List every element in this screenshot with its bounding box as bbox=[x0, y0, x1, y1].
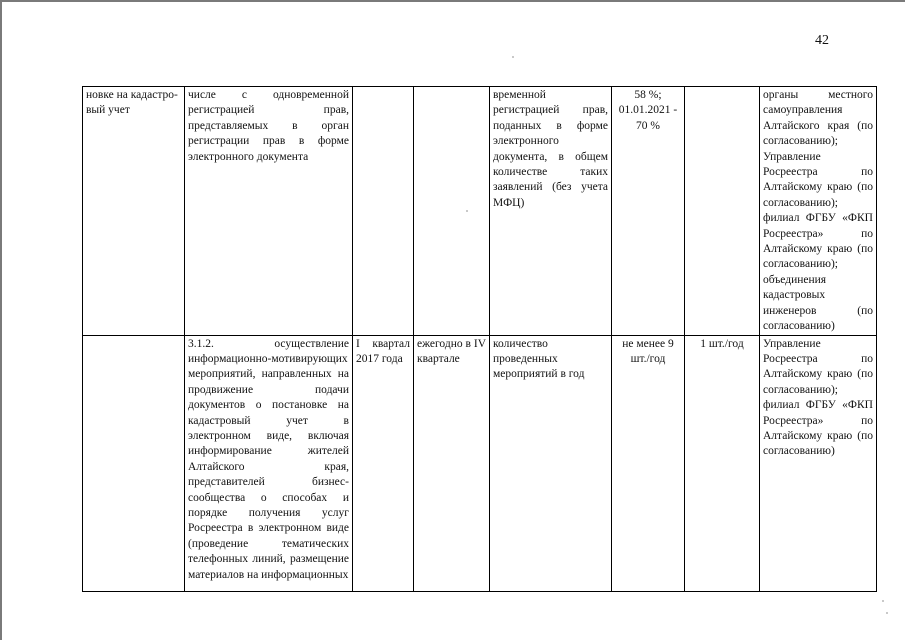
plan-table bbox=[82, 86, 877, 592]
table-row bbox=[83, 87, 877, 336]
scan-speck bbox=[886, 612, 888, 614]
cell-current-value bbox=[685, 87, 760, 336]
cell-target-value: 58 %; 01.01.2021 - 70 % bbox=[612, 87, 685, 336]
cell-indicator: временной регистрацией прав, поданных в форме электронного документа, в общем количестве таких заявлений (без учета МФЦ) bbox=[490, 87, 612, 336]
cell-start-date bbox=[353, 87, 414, 336]
cell-start-date: I квартал 2017 года bbox=[353, 335, 414, 591]
scan-speck bbox=[466, 210, 468, 212]
cell-event-name bbox=[83, 335, 185, 591]
cell-target-value: не менее 9 шт./год bbox=[612, 335, 685, 591]
cell-current-value: 1 шт./год bbox=[685, 335, 760, 591]
cell-end-date: ежегодно в IV квартале bbox=[414, 335, 490, 591]
cell-indicator: количество проведенных мероприятий в год bbox=[490, 335, 612, 591]
cell-measure: числе с одновременной регистрацией прав, представляемых в орган регистрации прав в форме электронного документа bbox=[185, 87, 353, 336]
scan-edge-top bbox=[0, 0, 905, 2]
page-number: 42 bbox=[815, 33, 829, 48]
table-row bbox=[83, 335, 877, 591]
scan-edge-left bbox=[0, 0, 2, 640]
cell-responsible: Управление Росреестра по Алтайскому краю (по согласованию); филиал ФГБУ «ФКП Росреестра» по Алтайскому краю (по согласованию) bbox=[760, 335, 877, 591]
cell-measure: 3.1.2. осуществление информационно-мотивирующих мероприятий, направленных на продвижение подачи документов о постановке на кадастровый учет в электронном виде, включая информирование жителей Алтайского края, представителей бизнес-сообщества о способах и порядке получения услуг Росреестра в электронном виде (проведение тематических телефонных линий, размещение материалов на информационных bbox=[185, 335, 353, 591]
cell-end-date bbox=[414, 87, 490, 336]
scan-speck bbox=[882, 600, 884, 602]
cell-responsible: органы местного самоуправления Алтайского края (по согласованию); Управление Росреестра по Алтайскому краю (по согласованию); филиал ФГБУ «ФКП Росреестра» по Алтайскому краю (по согласованию); объединения кадастровых инженеров (по согласованию) bbox=[760, 87, 877, 336]
scan-speck bbox=[512, 56, 514, 58]
cell-event-name: новке на кадастро-вый учет bbox=[83, 87, 185, 336]
